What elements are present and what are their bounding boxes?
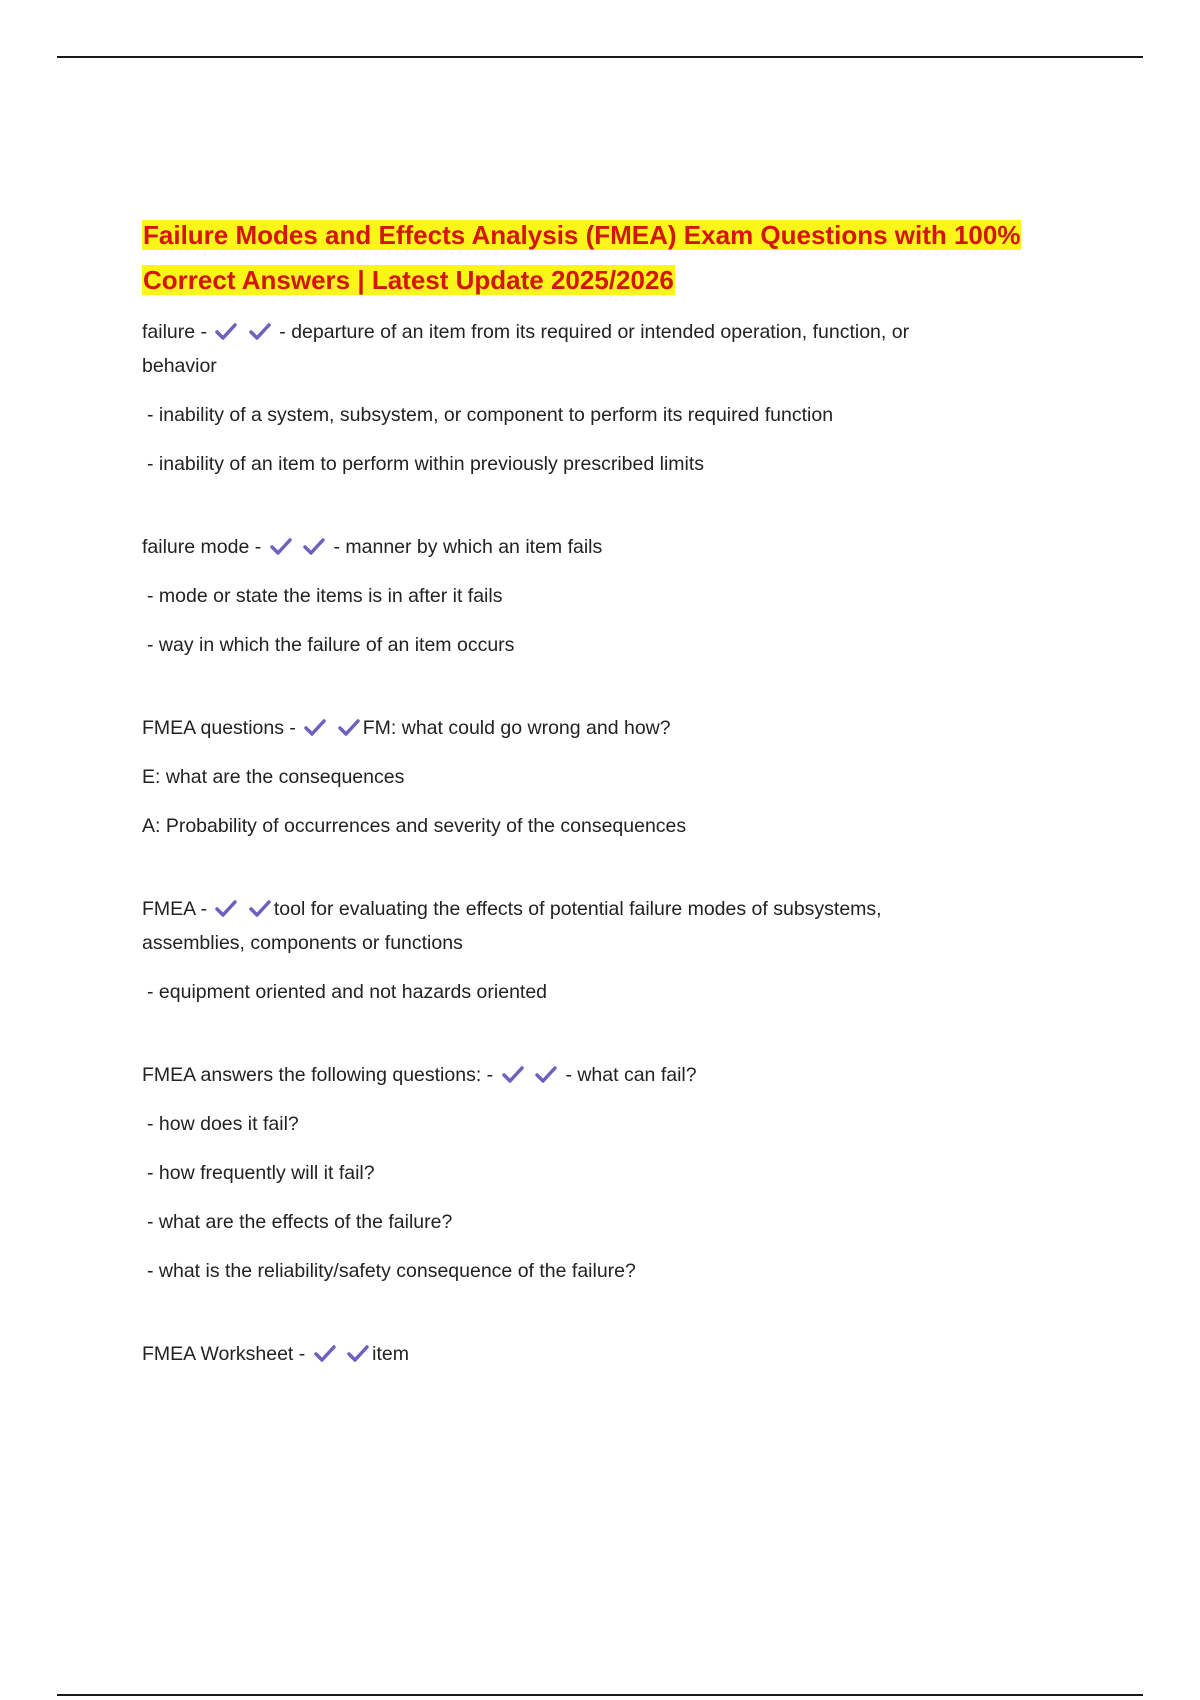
qa-point: - inability of an item to perform within previously prescribed limits (147, 453, 705, 475)
qa-line: E: what are the consequences (142, 766, 405, 788)
qa-question-line (142, 530, 1082, 564)
qa-term: failure - (142, 321, 208, 343)
title-line-2: Correct Answers | Latest Update 2025/2026 (143, 265, 674, 295)
qa-point: - equipment oriented and not hazards oriented (147, 981, 548, 1003)
qa-point: - inability of a system, subsystem, or component to perform its required function (147, 404, 834, 426)
top-rule (57, 56, 1143, 58)
qa-line: A: Probability of occurrences and severity of the consequences (142, 815, 687, 837)
title-line-1: Failure Modes and Effects Analysis (FMEA) Exam Questions with 100% (143, 220, 1021, 250)
qa-entry-failure-mode (142, 530, 1082, 662)
check-mark-icon (346, 1343, 370, 1363)
qa-entry-failure (142, 315, 1082, 481)
qa-answer: - manner by which an item fails (333, 536, 603, 558)
qa-term: FMEA Worksheet - (142, 1343, 306, 1365)
check-mark-icon (214, 898, 238, 918)
bottom-rule (57, 1694, 1143, 1696)
check-mark-icon (337, 717, 361, 737)
qa-answer: item (372, 1343, 409, 1365)
check-mark-icon (248, 898, 272, 918)
qa-question-line (142, 315, 1082, 383)
check-mark-icon (303, 717, 327, 737)
qa-term: FMEA - (142, 898, 208, 920)
check-mark-icon (269, 536, 293, 556)
qa-answer-continued: assemblies, components or functions (142, 932, 463, 954)
qa-term: FMEA questions - (142, 717, 296, 739)
qa-question-line (142, 892, 1082, 960)
qa-point: - what is the reliability/safety consequence of the failure? (147, 1260, 636, 1282)
qa-question-line (142, 711, 1082, 745)
qa-point: - how does it fail? (147, 1113, 299, 1135)
qa-term: failure mode - (142, 536, 262, 558)
qa-point: - mode or state the items is in after it fails (147, 585, 503, 607)
check-mark-icon (248, 321, 272, 341)
qa-answer-continued: behavior (142, 355, 217, 377)
check-mark-icon (501, 1064, 525, 1084)
qa-point: - way in which the failure of an item occurs (147, 634, 515, 656)
document-title (142, 213, 1082, 303)
qa-point: - what are the effects of the failure? (147, 1211, 453, 1233)
qa-question-line (142, 1337, 1082, 1371)
qa-answer: - what can fail? (565, 1064, 697, 1086)
qa-answer: tool for evaluating the effects of potential failure modes of subsystems, (273, 898, 882, 920)
qa-entry-fmea-worksheet (142, 1337, 1082, 1371)
check-mark-icon (534, 1064, 558, 1084)
check-mark-icon (214, 321, 238, 341)
qa-point: - how frequently will it fail? (147, 1162, 375, 1184)
qa-term: FMEA answers the following questions: - (142, 1064, 494, 1086)
qa-question-line (142, 1058, 1082, 1092)
qa-entry-fmea (142, 892, 1082, 1009)
qa-entry-fmea-answers (142, 1058, 1082, 1288)
qa-answer: - departure of an item from its required or intended operation, function, or (279, 321, 910, 343)
document-body (142, 213, 1082, 1420)
qa-answer: FM: what could go wrong and how? (362, 717, 671, 739)
check-mark-icon (313, 1343, 337, 1363)
qa-entry-fmea-questions (142, 711, 1082, 843)
check-mark-icon (302, 536, 326, 556)
